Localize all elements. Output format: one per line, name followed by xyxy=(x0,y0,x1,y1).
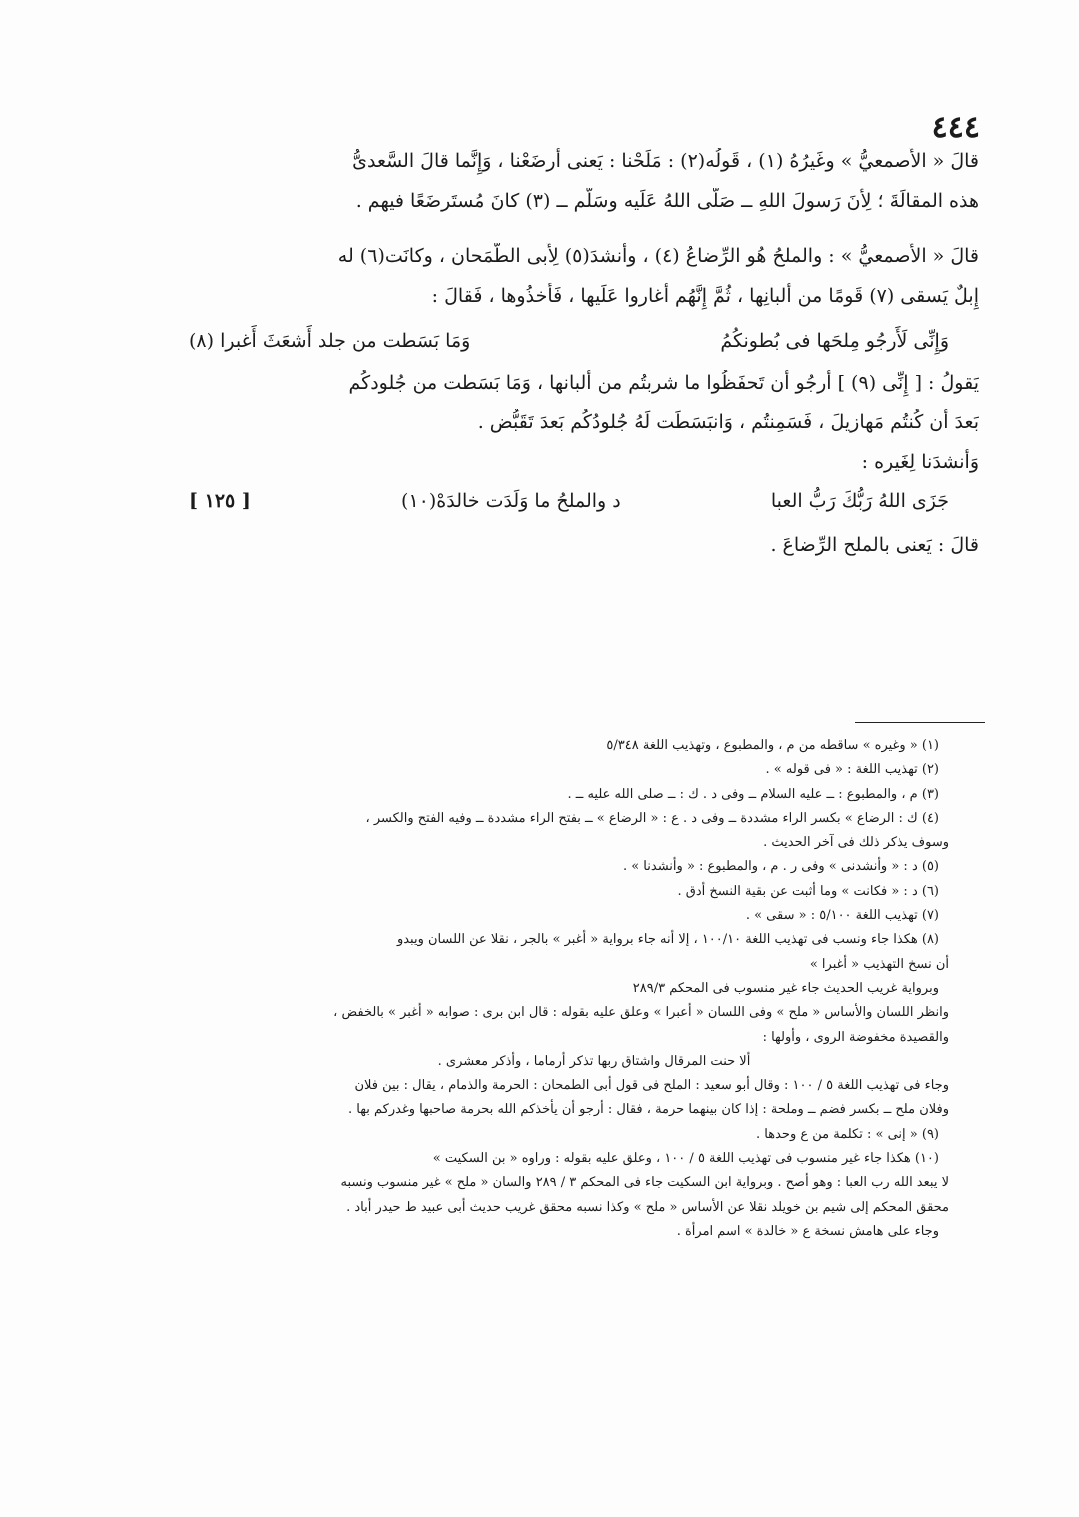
main-line-1: قالَ « الأَصمعيُّ » وغَيرُهُ (١) ، قَولُه(٢) : مَلَحْنا : يَعنى أَرضَعْنا ، وَإِنَّما قالَ السَّعدىُّ xyxy=(352,150,979,172)
footnote-line: (١) « وغيره » ساقطه من م ، والمطبوع ، وتهذيب اللغة ٥/٣٤٨ xyxy=(606,738,939,753)
footnote-line: (٩) « إنى » : تكلمة من ع وحدها . xyxy=(756,1126,939,1142)
main-line-6: بَعدَ أَن كُنتُم مَهازيلَ ، فَسَمِنتُم ، وَانبَسَطَت لَهُ جُلودُكُم بَعدَ تَقَبُّض . xyxy=(477,411,979,434)
footnotes xyxy=(129,734,949,1244)
footnote-line: لا يبعد الله رب العبا : وهو أصح . وبرواية ابن السكيت جاء فى المحكم ٣ / ٢٨٩ والسان « ملح » غير منسوب ونسبه xyxy=(340,1175,949,1191)
verse-1 xyxy=(189,328,949,356)
footnote-line: وبرواية غريب الحديث جاء غير منسوب فى المحكم ٢٨٩/٣ xyxy=(632,980,939,996)
footnote-line: وفلان ملح ــ بكسر فضم ــ وملحة : إذا كان بينهما حرمة ، فقال : أرجو أن يأخذكم الله بحرمة صاحبها وغدركم بها . xyxy=(348,1102,949,1118)
verse-2-hemistich-left: د والملحُ ما وَلَدَت خالدَهْ(١٠) xyxy=(401,490,621,513)
footnote-line: أن نسخ التهذيب « أغبرا » xyxy=(809,956,949,972)
footnote-line: وانظر اللسان والأساس « ملح » وفى اللسان « أعبرا » وعلق عليه بقوله : قال ابن برى : صوابه « أغبر » بالخفض ، xyxy=(333,1005,949,1021)
footnote-line: محقق المحكم إلى شيم بن خويلد نقلا عن الأساس « ملح » وكذا نسبه محقق غريب حديث أبى عبيد ط حيدر أباد . xyxy=(346,1199,949,1215)
main-line-4: إِبلٌ يَسقى (٧) قَومًا من أَلبانِها ، ثُمَّ إِنَّهُم أَغاروا عَلَيها ، فَأَخذُوها ، فَقالَ : xyxy=(431,284,979,307)
footnote-line: (٦) د : « فكانت » وما أثبت عن بقية النسخ أدق . xyxy=(677,883,939,899)
footnote-line: (٤) ك : الرضاع » بكسر الراء مشددة ــ وفى د . ع : « الرضاع » ــ بفتح الراء مشددة ــ وفيه الفتح والكسر ، xyxy=(365,810,939,826)
manuscript-folio-marker: [ ١٢٥ ] xyxy=(189,490,251,513)
footnote-line: (٣) م ، والمطبوع : ــ عليه السلام ــ وفى د . ك : ــ صلى الله عليه ــ . xyxy=(567,786,939,802)
verse-2-hemistich-right: جَزَى اللهُ رَبُّكَ رَبُّ العبا xyxy=(770,490,949,513)
page-number: ٤٤٤ xyxy=(931,110,980,145)
footnote-verse: ألا حنت المرقال واشتاق ربها تذكر أرماما ، وأذكر معشرى . xyxy=(437,1053,751,1069)
main-line-3: قالَ « الأَصمعيُّ » : والملحُ هُو الرِّضاعُ (٤) ، وأَنشدَ(٥) لِأَبى الطَّمَحان ، وكانَت(٦) له xyxy=(337,245,979,268)
footnote-line: (٧) تهذيب اللغة ٥/١٠٠ : « سقى » . xyxy=(745,908,939,924)
verse-1-hemistich-left: وَمَا بَسَطت من جلد أَشعَثَ أَغبرا (٨) xyxy=(189,330,471,353)
footnote-line: (٥) د : « وأنشدنى » وفى ر . م ، والمطبوع : « وأنشدنا » . xyxy=(622,859,939,875)
footnote-line: (٨) هكذا جاء ونسب فى تهذيب اللغة ١٠٠/١٠ ، إلا أنه جاء برواية « أغبر » بالجر ، نقلا عن اللسان ويبدو xyxy=(396,932,939,948)
footnote-divider xyxy=(855,722,985,723)
footnote-line: وجاء فى تهذيب اللغة ٥ / ١٠٠ : وقال أبو سعيد : الملح فى قول أبى الطمحان : الحرمة والذمام ، يقال : بين فلان xyxy=(354,1078,949,1094)
main-line-5: يَقولُ : [ إِنِّى (٩) ] أَرجُو أَن تَحفَظُوا ما شربتُم من أَلبانها ، وَمَا بَسَطت من جُلودكُم xyxy=(348,371,979,394)
main-line-7: وَأَنشدَنا لِغَيره : xyxy=(861,450,979,473)
footnote-line: (١٠) هكذا جاء غير منسوب فى تهذيب اللغة ٥ / ١٠٠ ، وعلق عليه بقوله : وراوه « بن السكيت » xyxy=(432,1151,939,1167)
main-line-2: هذه المقالَةَ ؛ لِأنَ رَسولَ اللهِ ــ صَلَّى اللهُ عَلَيه وسَلَّم ــ (٣) كانَ مُستَرضَعًا فيهم . xyxy=(355,189,979,212)
footnote-line: وسوف يذكر ذلك فى آخر الحديث . xyxy=(763,835,949,851)
footnote-line: والقصيدة مخفوضة الروى ، وأولها : xyxy=(762,1029,949,1045)
verse-2 xyxy=(189,488,949,516)
footnote-line: وجاء على هامش نسخة ع « خالدة » اسم امرأة . xyxy=(676,1223,939,1239)
main-line-8: قالَ : يَعنى بالملح الرِّضاعَ . xyxy=(770,533,979,556)
verse-1-hemistich-right: وَإِنِّى لَأَرجُو مِلحَها فى بُطونكُمُ xyxy=(720,330,949,353)
footnote-line: (٢) تهذيب اللغة : « فى قوله » . xyxy=(765,762,939,778)
main-text xyxy=(89,148,979,559)
